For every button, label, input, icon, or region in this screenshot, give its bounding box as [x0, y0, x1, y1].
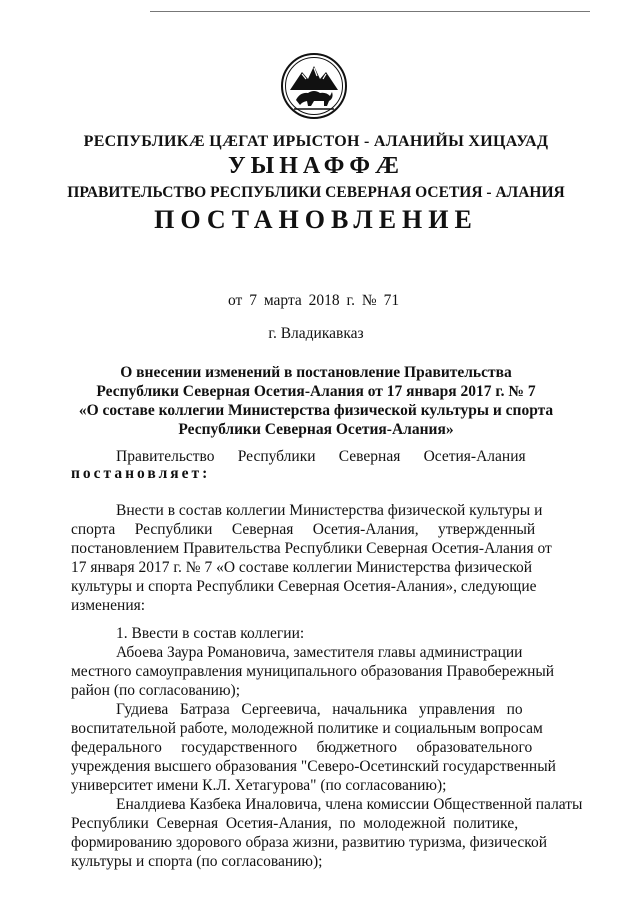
- member-line: воспитательной работе, молодежной политике и социальным вопросам: [71, 720, 543, 737]
- intro-line: постановлением Правительства Республики Северная Осетия-Алания от: [71, 540, 552, 557]
- member-line: университет имени К.Л. Хетагурова" (по согласованию);: [71, 777, 447, 794]
- ossetian-document-type: УЫНАФФӔ: [228, 153, 404, 179]
- member-line: Республики Северная Осетия-Алания, по молодежной политике,: [71, 815, 519, 832]
- russian-document-type: ПОСТАНОВЛЕНИЕ: [154, 205, 478, 234]
- russian-government-header: ПРАВИТЕЛЬСТВО РЕСПУБЛИКИ СЕВЕРНАЯ ОСЕТИЯ - АЛАНИЯ: [67, 184, 565, 201]
- intro-line: изменения:: [71, 597, 146, 614]
- preamble-resolves: постановляет:: [71, 465, 211, 482]
- intro-line: спорта Республики Северная Осетия-Алания, утвержденный: [71, 521, 536, 538]
- intro-line: Внести в состав коллегии Министерства физической культуры и: [116, 502, 543, 519]
- title-line: «О составе коллегии Министерства физической культуры и спорта: [78, 402, 554, 419]
- intro-line: культуры и спорта Республики Северная Осетия-Алания», следующие: [71, 578, 537, 595]
- member-line: культуры и спорта (по согласованию);: [71, 853, 323, 870]
- document-city: г. Владикавказ: [268, 325, 364, 342]
- title-line: О внесении изменений в постановление Правительства: [120, 364, 512, 381]
- member-line: местного самоуправления муниципального образования Правобережный: [71, 663, 555, 680]
- member-line: Еналдиева Казбека Иналовича, члена комиссии Общественной палаты: [116, 796, 583, 813]
- document-title: [60, 363, 572, 439]
- member-line: район (по согласованию);: [71, 682, 241, 699]
- ossetian-government-header: РЕСПУБЛИКӔ ЦӔГАТ ИРЫСТОН - АЛАНИЙЫ ХИЦАУАД: [83, 133, 549, 150]
- item-heading: 1. Ввести в состав коллегии:: [116, 625, 305, 642]
- member-line: учреждения высшего образования "Северо-Осетинский государственный: [71, 758, 556, 775]
- title-line: Республики Северная Осетия-Алания»: [178, 421, 454, 438]
- intro-line: 17 января 2017 г. № 7 «О составе коллегии Министерства физической: [71, 559, 533, 576]
- scan-edge-line: [150, 11, 590, 12]
- member-line: Гудиева Батраза Сергеевича, начальника управления по: [116, 701, 523, 718]
- member-line: федерального государственного бюджетного образовательного: [71, 739, 533, 756]
- coat-of-arms-emblem: [280, 52, 348, 120]
- document-date-number: от 7 марта 2018 г. № 71: [228, 292, 400, 309]
- member-line: Абоева Заура Романовича, заместителя главы администрации: [116, 644, 523, 661]
- title-line: Республики Северная Осетия-Алания от 17 января 2017 г. № 7: [96, 383, 536, 400]
- member-line: формированию здорового образа жизни, развитию туризма, физической: [71, 834, 548, 851]
- preamble-line: Правительство Республики Северная Осетия-Алания: [116, 448, 526, 465]
